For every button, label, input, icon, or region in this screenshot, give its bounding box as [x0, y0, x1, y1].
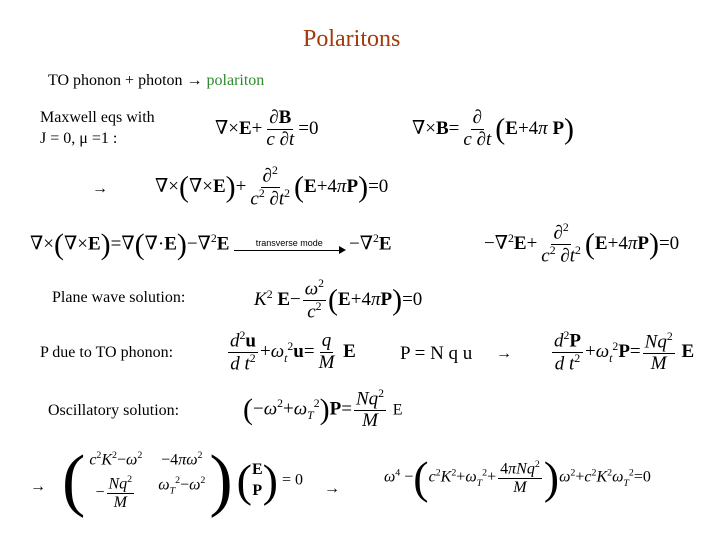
wave-equation-laplacian: −∇$^2$E+ $\frac{\partial^2}{c^2 \partial t^2}$ (E+4πP)=0: [484, 221, 680, 267]
plane-wave-equation: $K^2$ E− $\frac{\omega^2}{c^2}$ (E+4πP)=0: [254, 277, 423, 323]
plane-wave-label: Plane wave solution:: [52, 289, 186, 306]
coefficient-matrix: $c^2K^2-\omega^2$ $-4\pi\omega^2$ − $\frac{Nq^2}{M}$ $\omega_T^2-\omega^2$: [89, 450, 206, 512]
maxwell-label: [40, 108, 155, 150]
polarization-definition: P = N q u: [400, 343, 473, 364]
arrow-2: →: [496, 345, 512, 362]
arrow-1: →: [92, 180, 108, 197]
matrix-equation: ( $c^2K^2-\omega^2$ $-4\pi\omega^2$ − $\frac{Nq^2}{M}$ $\omega_T^2-\omega^2$ ) ( E P ) = 0: [62, 442, 303, 519]
transverse-mode-arrow: [234, 239, 344, 251]
oscillatory-label: Oscillatory solution:: [48, 402, 180, 419]
dispersion-relation: $\omega^4 -(c^2K^2+\omega_T^2+$ $\frac{4\pi Nq^2}{M}$ )$\omega^2+c^2K^2\omega_T^2=0$: [384, 452, 651, 503]
phonon-equation-p: $\frac{d^2P}{d t^2}$ $+\omega_t^2P=$ $\frac{Nq^2}{M}$ E: [554, 329, 695, 375]
wave-equation-curl: ∇×(∇×E)+ $\frac{\partial^2}{c^2 \partial t^2}$ (E+4πP)=0: [155, 164, 389, 210]
to-phonon-label: P due to TO phonon:: [40, 344, 174, 361]
slide-title: [303, 26, 400, 53]
intro-line: [48, 72, 264, 90]
curl-curl-identity: ∇×(∇×E)=∇(∇·E)−∇$^2$E transverse mode −∇$^2$E: [30, 228, 392, 261]
intro-highlight: polariton: [206, 72, 265, 89]
maxwell-line2: J = 0, μ =1 :: [40, 129, 118, 147]
arrow-4: →: [324, 480, 340, 497]
intro-prefix: TO phonon + photon: [48, 72, 183, 89]
transverse-mode-label: transverse mode: [255, 238, 323, 248]
oscillatory-equation: $(-\omega^2+\omega_T^2)P=$ $\frac{Nq^2}{M}$ E: [243, 387, 403, 432]
field-vector: E P: [251, 461, 263, 499]
maxwell-line1: Maxwell eqs with: [40, 109, 155, 126]
ampere-equation: ∇×B= $\frac{\partial}{c \partial t}$ (E+4π P): [412, 107, 575, 150]
phonon-equation-u: $\frac{d^2u}{d t^2}$ $+\omega_t^2u=$ $\frac{q}{M}$ E: [230, 329, 356, 375]
matrix-rhs: = 0: [281, 471, 303, 489]
faraday-equation: ∇×E+ $\frac{\partial B}{c \partial t}$ =0: [215, 107, 319, 150]
arrow-3: →: [30, 478, 46, 495]
title-text: Polaritons: [303, 26, 401, 52]
intro-arrow: →: [186, 72, 203, 89]
